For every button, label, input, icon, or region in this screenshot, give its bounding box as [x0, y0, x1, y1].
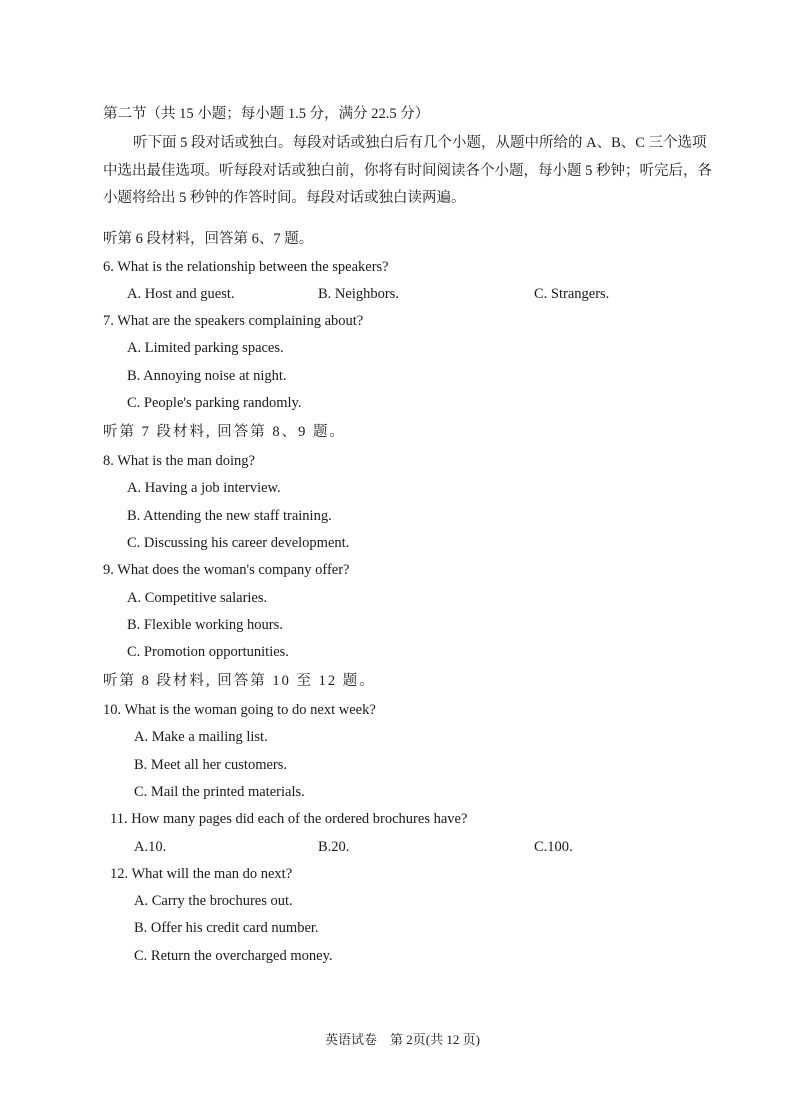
option-b: B.20.: [318, 839, 350, 855]
option-c: C. Mail the printed materials.: [134, 784, 305, 800]
option-a: A. Limited parking spaces.: [127, 340, 284, 356]
question-stem: 8. What is the man doing?: [103, 453, 255, 469]
instructions: 听下面 5 段对话或独白。每段对话或独白后有几个小题，从题中所给的 A、B、C 三个选项中选出最佳选项。听每段对话或独白前，你将有时间阅读各个小题，每小题 5 秒钟；听完后，各小题将给出 5 秒钟的作答时间。每段对话或独白读两遍。: [103, 135, 712, 206]
option-c: C. Strangers.: [534, 286, 610, 302]
group-heading: 听第 8 段材料, 回答第 10 至 12 题。: [103, 673, 376, 689]
question-stem: 6. What is the relationship between the speakers?: [103, 259, 389, 275]
page-footer: 英语试卷 第 2页(共 12 页): [325, 1032, 480, 1047]
option-c: C. People's parking randomly.: [127, 395, 302, 411]
section-header: 第二节（共 15 小题；每小题 1.5 分，满分 22.5 分）: [103, 106, 430, 122]
option-a: A. Having a job interview.: [127, 480, 281, 496]
group-heading: 听第 7 段材料, 回答第 8、9 题。: [103, 424, 346, 440]
option-c: C. Return the overcharged money.: [134, 948, 333, 964]
option-c: C. Discussing his career development.: [127, 535, 350, 551]
option-c: C. Promotion opportunities.: [127, 644, 289, 660]
question-stem: 12. What will the man do next?: [110, 866, 293, 882]
option-a: A. Competitive salaries.: [127, 590, 268, 606]
question-stem: 7. What are the speakers complaining about?: [103, 313, 364, 329]
option-a: A. Host and guest.: [127, 286, 235, 302]
question-stem: 9. What does the woman's company offer?: [103, 562, 350, 578]
group-heading: 听第 6 段材料，回答第 6、7 题。: [103, 231, 314, 247]
option-b: B. Meet all her customers.: [134, 757, 288, 773]
option-b: B. Annoying noise at night.: [127, 368, 287, 384]
option-b: B. Flexible working hours.: [127, 617, 283, 633]
option-b: B. Attending the new staff training.: [127, 508, 332, 524]
option-c: C.100.: [534, 839, 573, 855]
option-a: A. Make a mailing list.: [134, 729, 268, 745]
option-a: A.10.: [134, 839, 167, 855]
option-b: B. Neighbors.: [318, 286, 399, 302]
question-stem: 10. What is the woman going to do next week?: [103, 702, 376, 718]
option-a: A. Carry the brochures out.: [134, 893, 293, 909]
option-b: B. Offer his credit card number.: [134, 920, 319, 936]
question-stem: 11. How many pages did each of the ordered brochures have?: [110, 811, 468, 827]
